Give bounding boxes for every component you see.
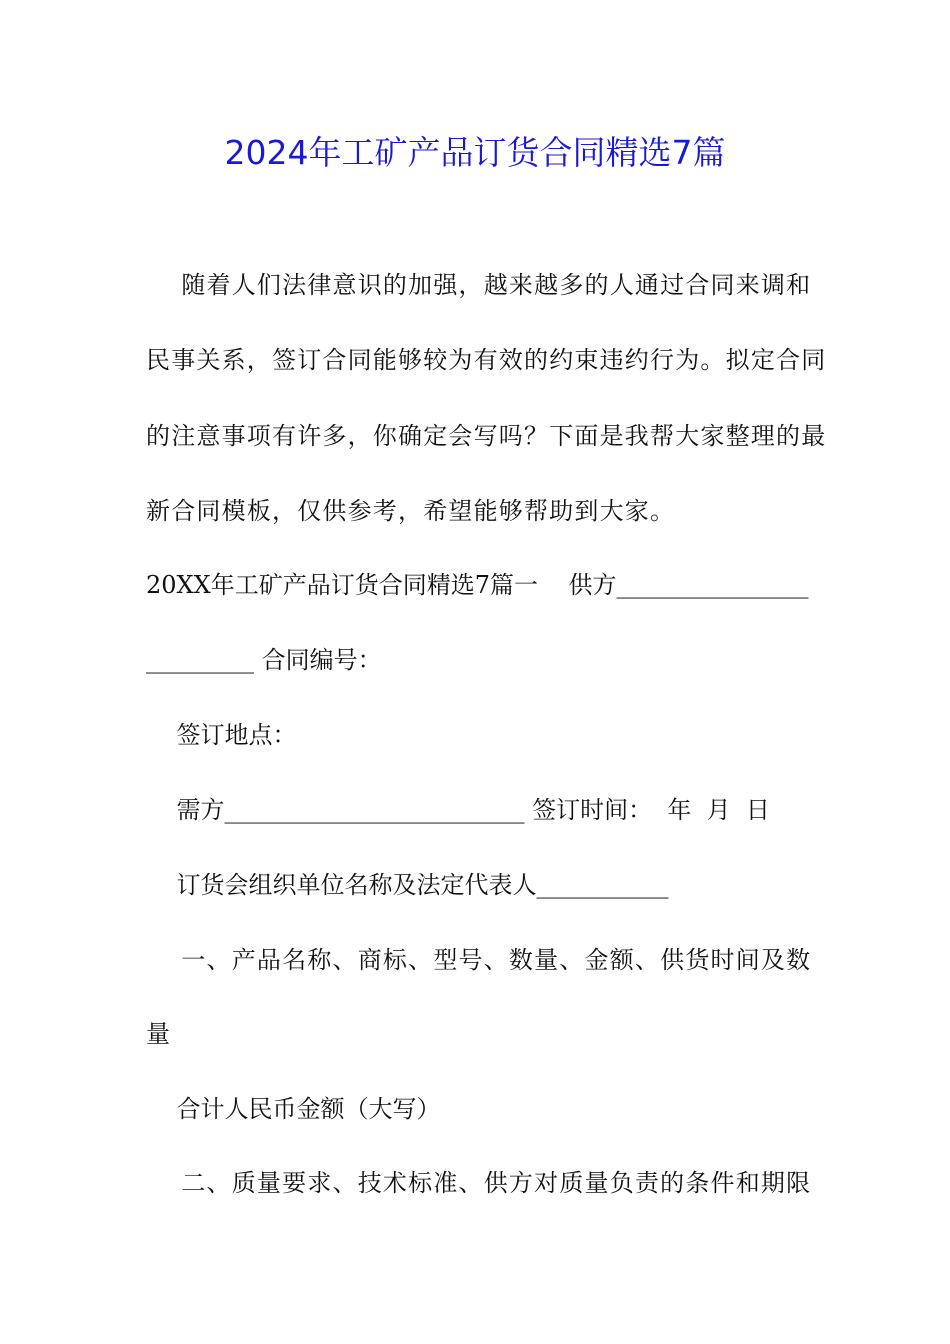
clause-1-line-1: 一、产品名称、商标、型号、数量、金额、供货时间及数 <box>146 946 812 974</box>
buyer-signing-time-line: 需方_________________________ 签订时间： 年 月 日 <box>146 796 770 824</box>
clause-1-line-2: 量 <box>146 1020 170 1048</box>
contract-number-line: _________ 合同编号： <box>146 646 382 674</box>
intro-line-3: 的注意事项有许多，你确定会写吗？下面是我帮大家整理的最 <box>146 422 827 450</box>
intro-line-1: 随着人们法律意识的加强，越来越多的人通过合同来调和 <box>146 271 812 299</box>
total-amount-line: 合计人民币金额（大写） <box>146 1095 441 1123</box>
intro-line-4: 新合同模板，仅供参考，希望能够帮助到大家。 <box>146 497 676 525</box>
section-heading-supplier: 20XX年工矿产品订货合同精选7篇一 供方________________ <box>146 571 809 599</box>
clause-2-line: 二、质量要求、技术标准、供方对质量负责的条件和期限 <box>146 1169 812 1197</box>
signing-place-line: 签订地点： <box>146 721 297 749</box>
document-title: 2024年工矿产品订货合同精选7篇 <box>224 133 726 172</box>
organizer-line: 订货会组织单位名称及法定代表人___________ <box>146 871 669 899</box>
intro-line-2: 民事关系，签订合同能够较为有效的约束违约行为。拟定合同 <box>146 346 827 374</box>
